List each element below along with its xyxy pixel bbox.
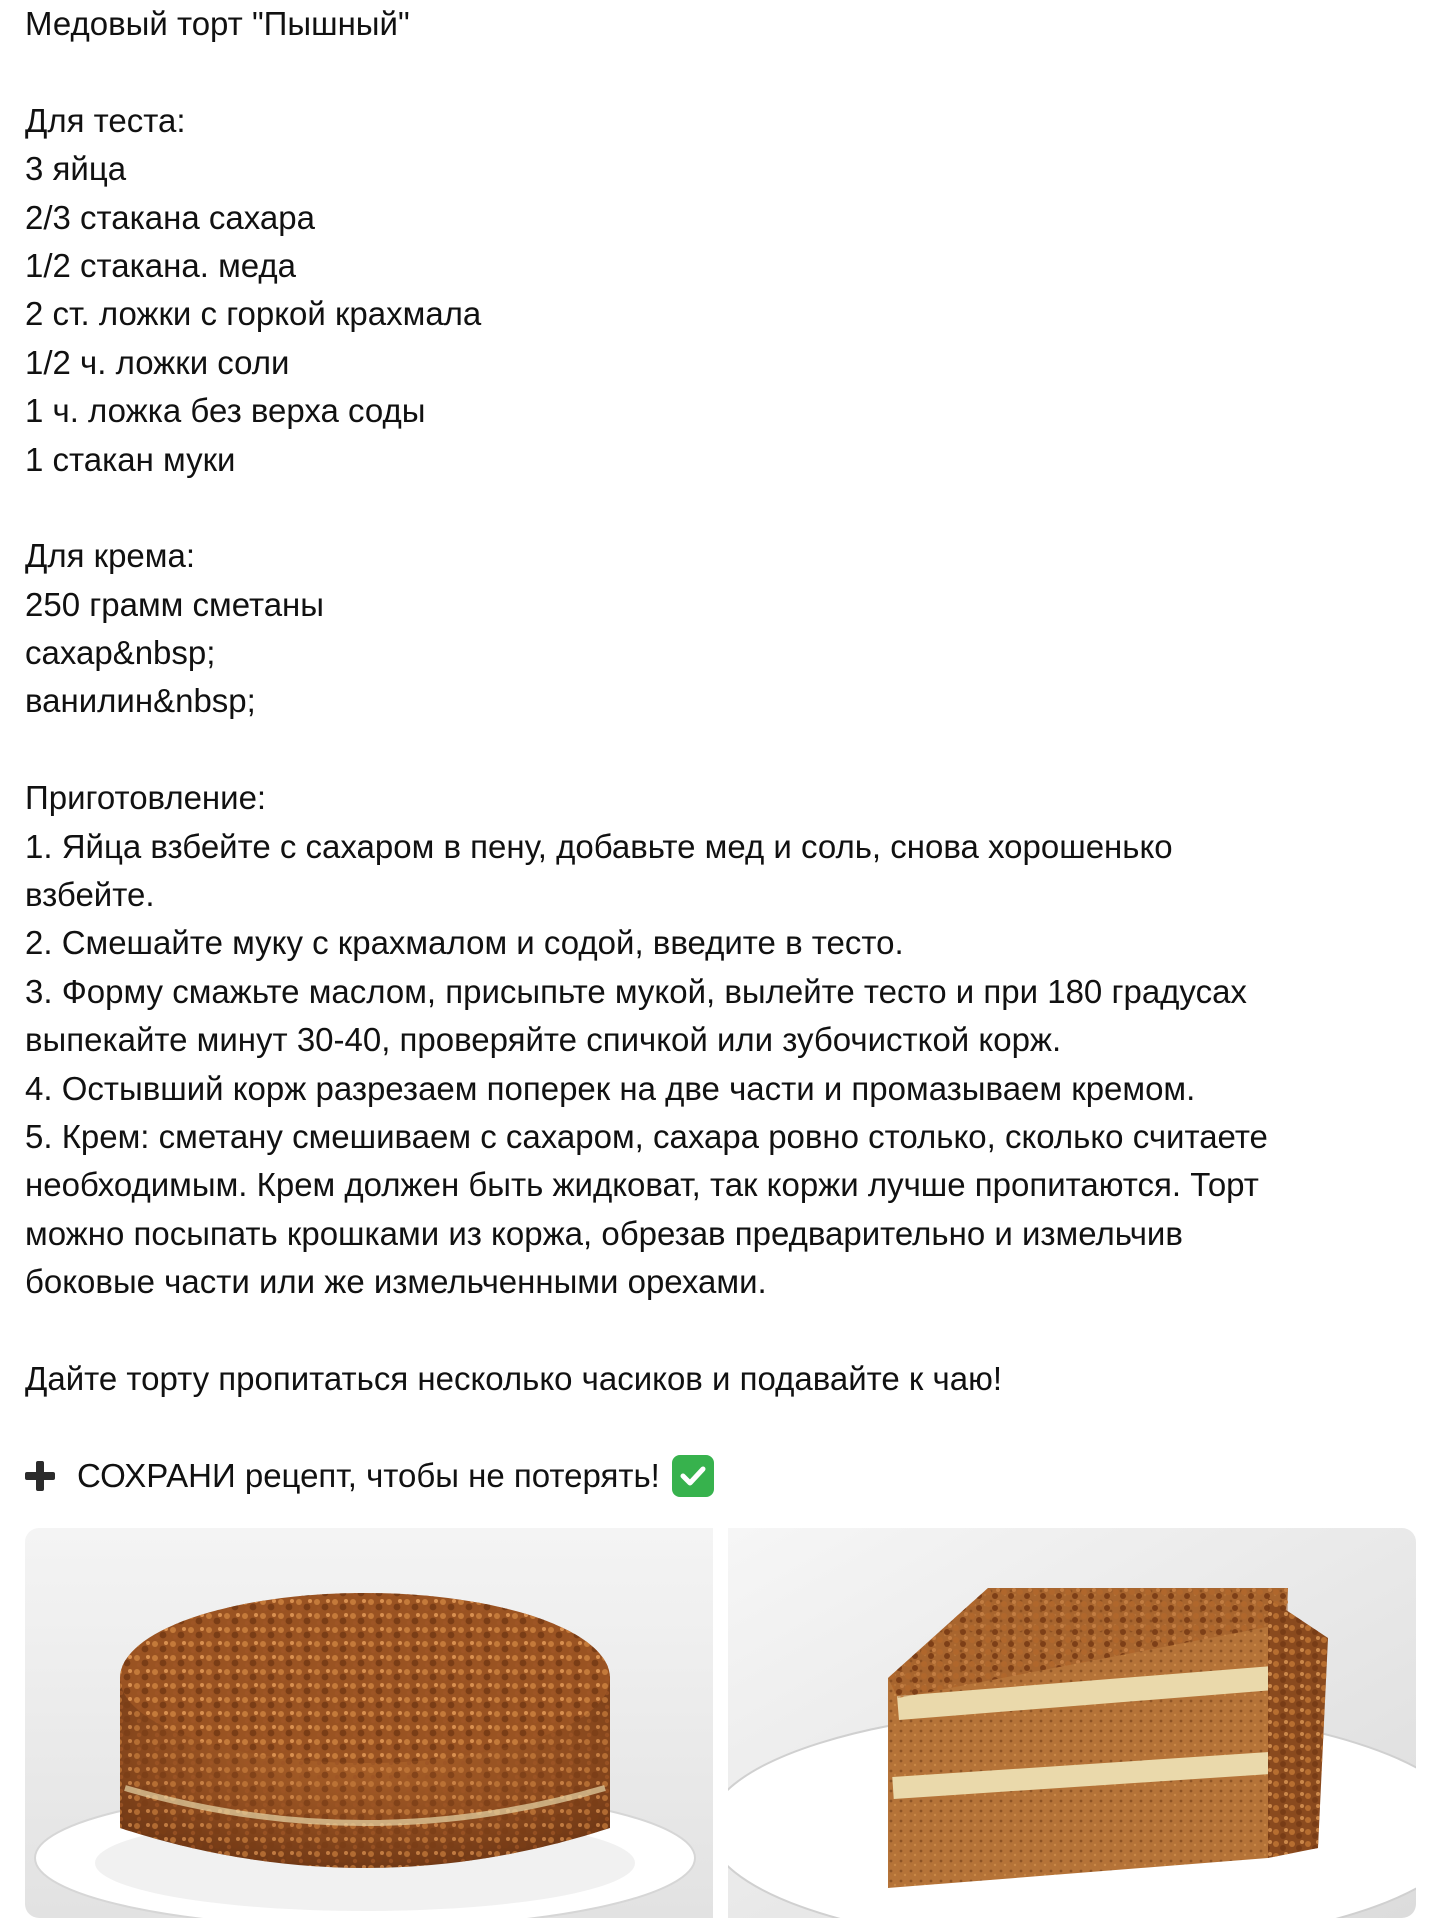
text-line: 1 стакан муки <box>25 440 236 478</box>
text-line: 1/2 стакана. меда <box>25 246 296 284</box>
text-line: Для теста: <box>25 101 186 139</box>
blank-line <box>25 1307 1425 1355</box>
text-line: 2. Смешайте муку с крахмалом и содой, введите в тесто. <box>25 924 904 962</box>
photo-whole-cake[interactable] <box>25 1528 713 1918</box>
text-line: 5. Крем: сметану смешиваем с сахаром, сахара ровно столько, сколько считаете <box>25 1117 1268 1155</box>
text-line: можно посыпать крошками из коржа, обрезав предварительно и измельчив <box>25 1214 1183 1252</box>
blank-line <box>25 726 1425 774</box>
text-line: 3 яйца <box>25 150 127 188</box>
save-recipe-text: СОХРАНИ рецепт, чтобы не потерять! <box>77 1456 660 1494</box>
text-line: 2 ст. ложки с горкой крахмала <box>25 295 482 333</box>
photo-gallery <box>25 1528 1420 1918</box>
recipe-lines <box>25 0 1425 1452</box>
text-line: 1. Яйца взбейте с сахаром в пену, добавьте мед и соль, снова хорошенько <box>25 827 1173 865</box>
text-line: 1/2 ч. ложки соли <box>25 343 290 381</box>
text-line: 4. Остывший корж разрезаем поперек на две части и промазываем кремом. <box>25 1069 1196 1107</box>
text-line: выпекайте минут 30-40, проверяйте спичкой или зубочисткой корж. <box>25 1021 1062 1059</box>
text-line: необходимым. Крем должен быть жидковат, так коржи лучше пропитаются. Торт <box>25 1166 1259 1204</box>
text-line: Дайте торту пропитаться несколько часиков и подавайте к чаю! <box>25 1359 1002 1397</box>
blank-line <box>25 1403 1425 1451</box>
text-line: 1 ч. ложка без верха соды <box>25 392 426 430</box>
cake-slice-icon <box>728 1528 1416 1918</box>
text-line: боковые части или же измельченными орехами. <box>25 1263 767 1301</box>
whole-honey-cake-icon <box>25 1528 713 1918</box>
post-text <box>25 0 1425 1500</box>
text-line: Медовый торт "Пышный" <box>25 5 410 42</box>
check-mark-button-icon <box>672 1455 714 1497</box>
text-line: 250 грамм сметаны <box>25 585 324 623</box>
text-line: Приготовление: <box>25 779 267 817</box>
photo-cake-slice[interactable] <box>728 1528 1416 1918</box>
text-line: взбейте. <box>25 876 155 914</box>
text-line: 2/3 стакана сахара <box>25 198 315 236</box>
text-line: Для крема: <box>25 537 195 575</box>
text-line: 3. Форму смажьте маслом, присыпьте мукой, вылейте тесто и при 180 градусах <box>25 972 1247 1010</box>
text-line: сахар&nbsp; <box>25 634 216 672</box>
save-recipe-line <box>25 1452 1425 1500</box>
blank-line <box>25 48 1425 96</box>
blank-line <box>25 484 1425 532</box>
heavy-plus-icon <box>25 1461 55 1491</box>
text-line: ванилин&nbsp; <box>25 682 256 720</box>
